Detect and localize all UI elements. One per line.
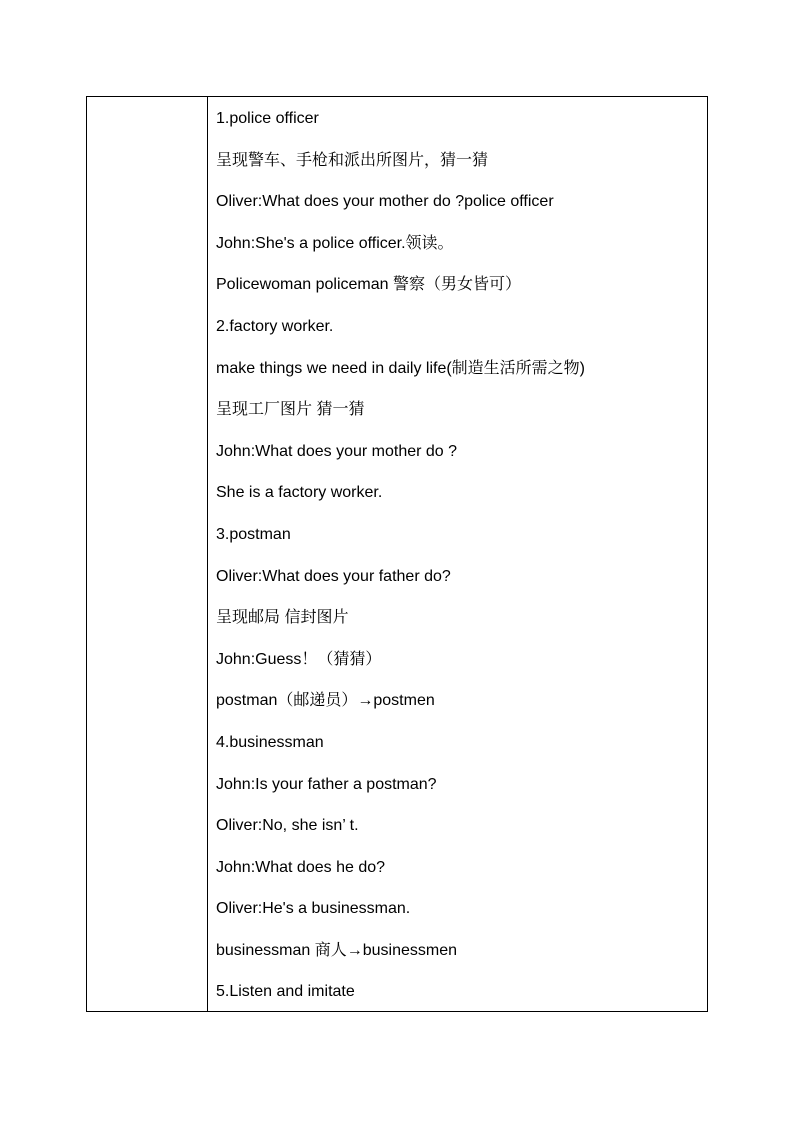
vocabulary-line: businessman 商人→businessmen — [216, 941, 457, 959]
lesson-steps — [216, 108, 703, 1023]
table-content-cell — [208, 97, 707, 1011]
step-heading: 2.factory worker. — [216, 317, 334, 335]
dialogue-line: Oliver:What does your mother do ?police officer — [216, 193, 554, 211]
step-heading: 5.Listen and imitate — [216, 983, 355, 1001]
dialogue-line: She is a factory worker. — [216, 484, 383, 502]
step-heading: 4.businessman — [216, 733, 324, 751]
step-heading: 3.postman — [216, 525, 291, 543]
dialogue-line: John:Guess！（猜猜） — [216, 650, 382, 668]
instruction-text: 呈现警车、手枪和派出所图片，猜一猜 — [216, 151, 489, 169]
dialogue-line: John:What does he do? — [216, 858, 386, 876]
instruction-text: 呈现邮局 信封图片 — [216, 609, 349, 627]
dialogue-line: John:She's a police officer.领读。 — [216, 234, 454, 252]
vocabulary-line: Policewoman policeman 警察（男女皆可） — [216, 276, 521, 294]
dialogue-line: John:Is your father a postman? — [216, 775, 437, 793]
step-heading: 1.police officer — [216, 110, 319, 127]
dialogue-line: John:What does your mother do ? — [216, 442, 458, 460]
vocabulary-line: postman（邮递员）→postmen — [216, 692, 435, 710]
instruction-text: 呈现工厂图片 猜一猜 — [216, 401, 365, 419]
dialogue-line: Oliver:What does your father do? — [216, 567, 451, 585]
vocabulary-line: make things we need in daily life(制造生活所需之物) — [216, 359, 586, 377]
table-left-cell — [87, 97, 208, 1011]
dialogue-line: Oliver:He's a businessman. — [216, 900, 411, 918]
dialogue-line: Oliver:No, she isn’ t. — [216, 817, 359, 835]
lesson-table — [86, 96, 708, 1012]
